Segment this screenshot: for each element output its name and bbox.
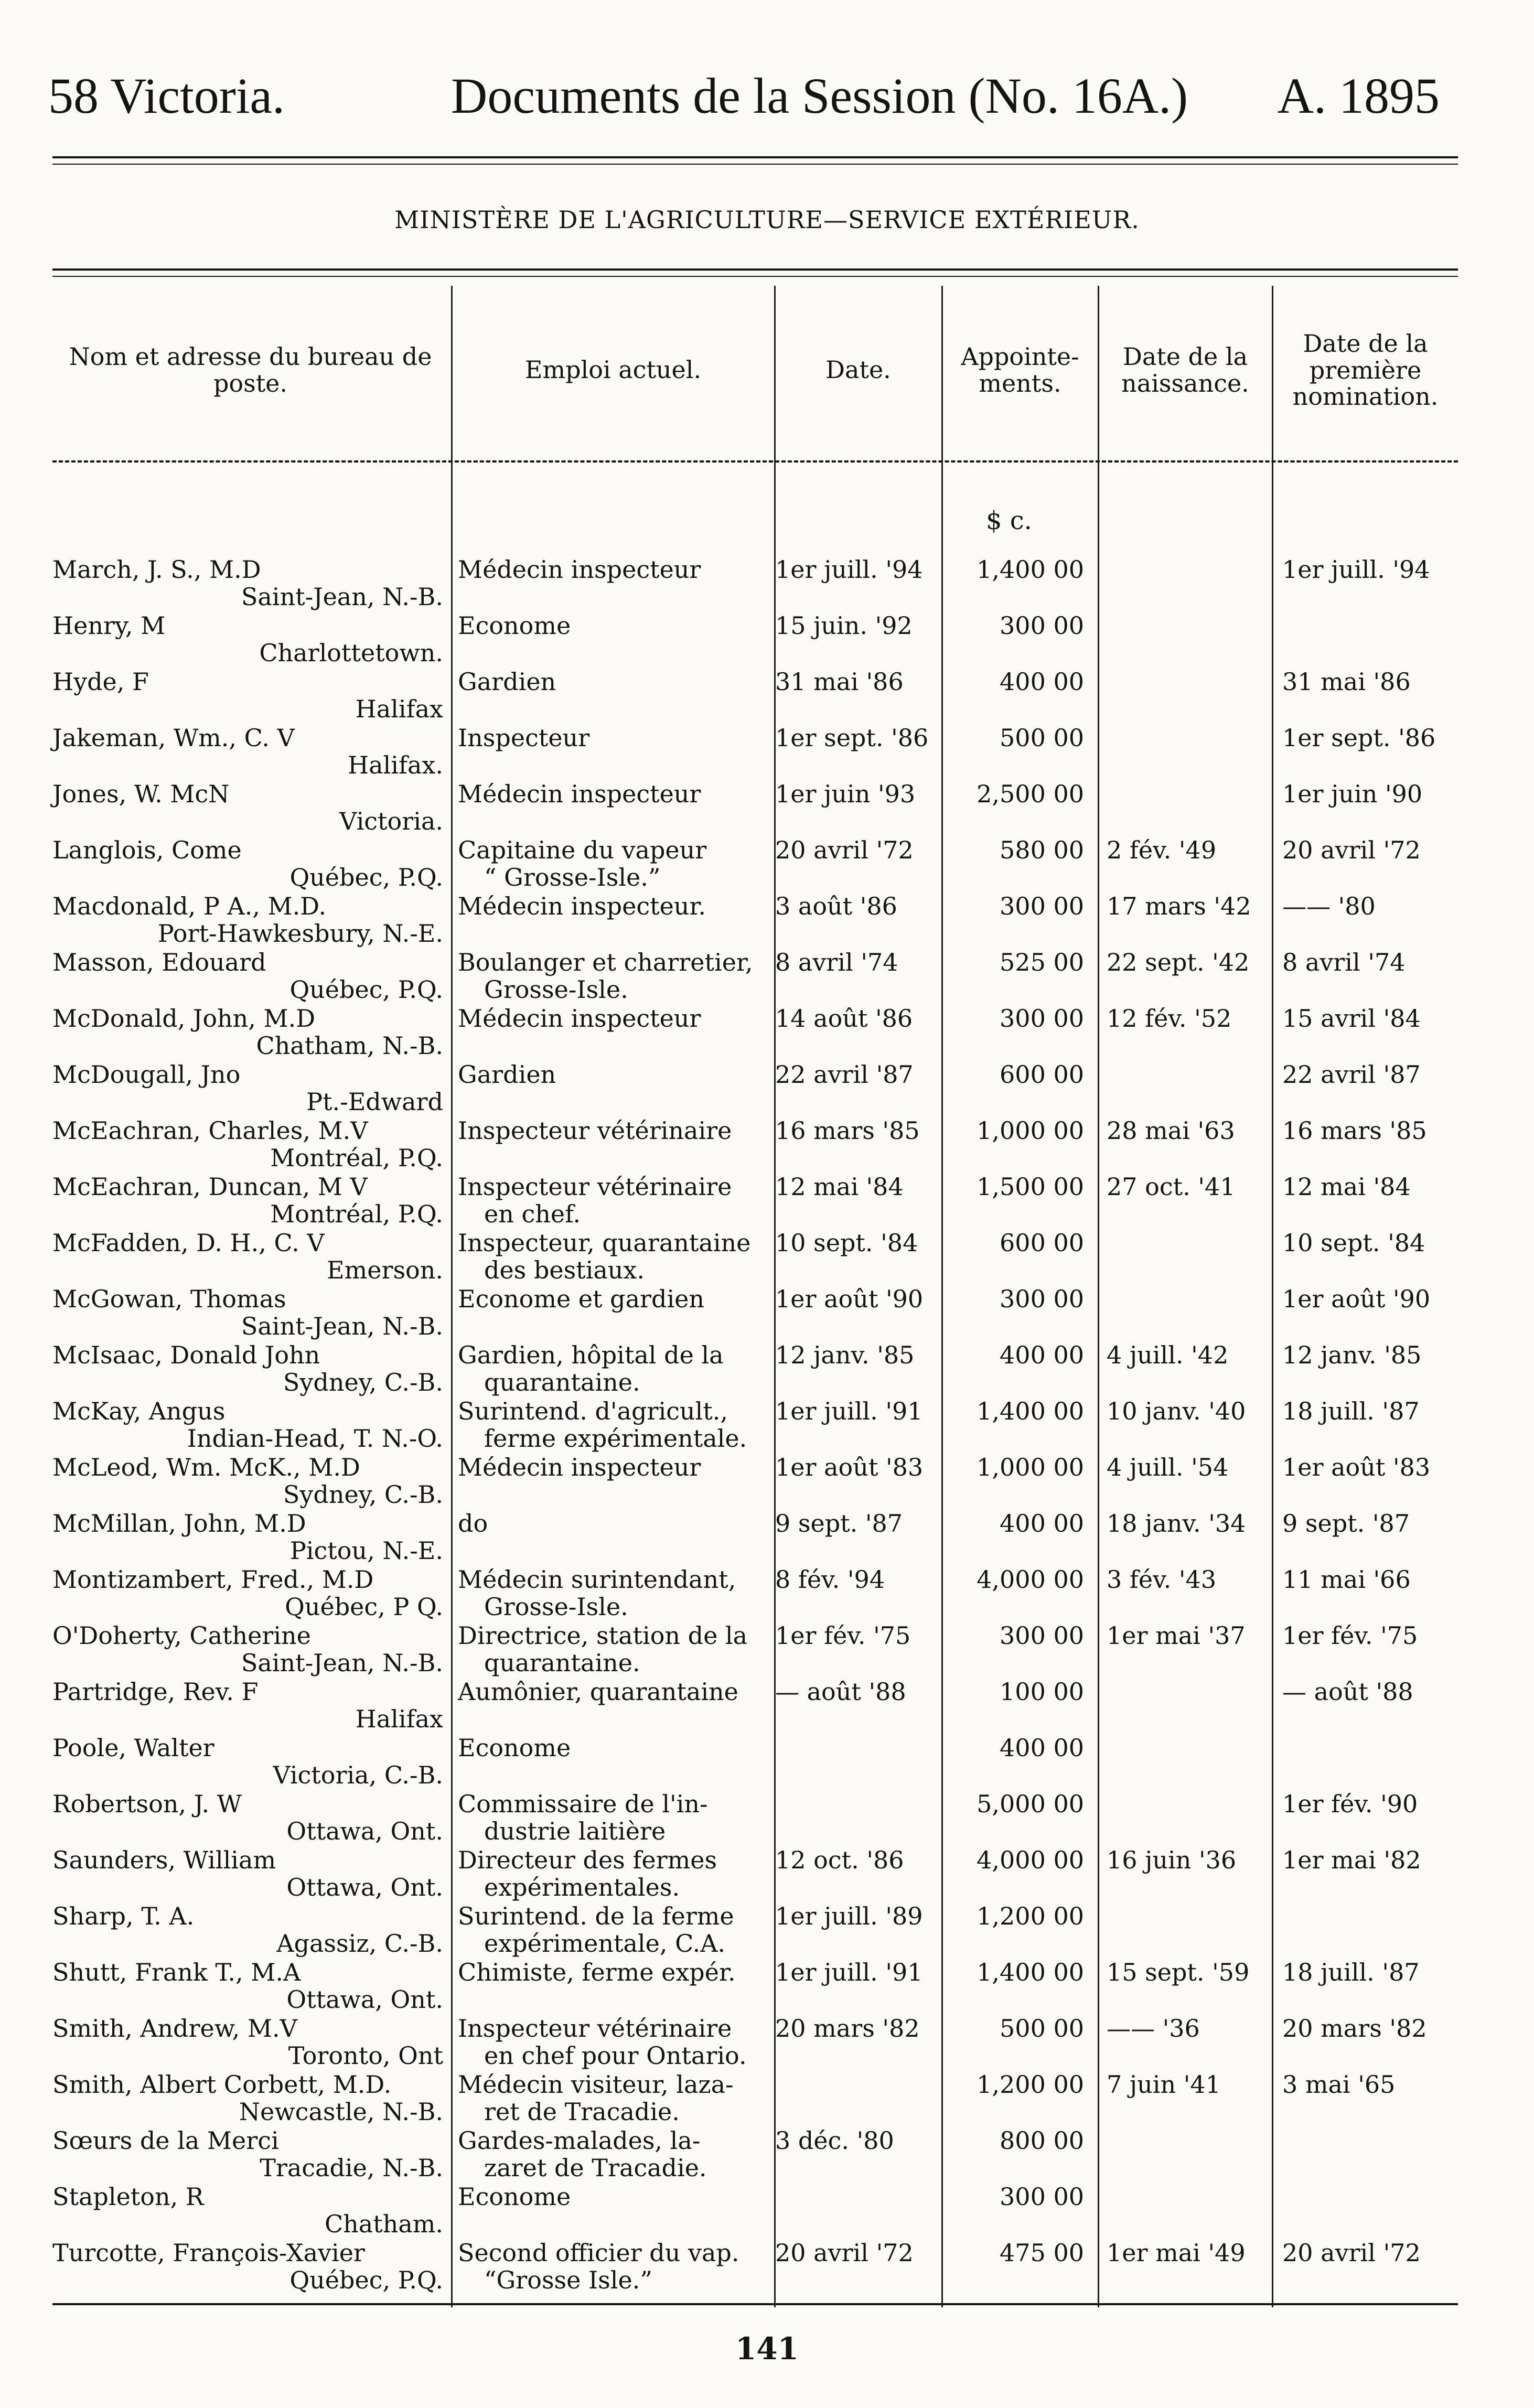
birth-date: 1er mai '49	[1107, 2239, 1246, 2267]
first-appointment-date: 9 sept. '87	[1282, 1509, 1410, 1538]
salary: 1,000 00	[977, 1116, 1084, 1145]
employee-name: Robertson, J. W	[52, 1790, 242, 1818]
salary: 800 00	[1000, 2126, 1084, 2155]
top-rule-thin	[52, 164, 1458, 165]
employee-name: O'Doherty, Catherine	[52, 1621, 311, 1650]
position-date: 1er juill. '91	[775, 1397, 923, 1425]
employee-name: March, J. S., M.D	[52, 555, 261, 584]
employee-position: Médecin visiteur, laza-	[458, 2070, 734, 2099]
employee-address: Pictou, N.-E.	[289, 1536, 443, 1565]
employee-position: Boulanger et charretier,	[458, 948, 753, 976]
employee-position: Surintend. de la ferme	[458, 1902, 734, 1930]
position-date: 1er juill. '91	[775, 1958, 923, 1986]
employee-position: Directrice, station de la	[458, 1621, 748, 1650]
employee-position: Inspecteur vétérinaire	[458, 1173, 732, 1201]
year-label: A. 1895	[1277, 68, 1440, 124]
birth-date: 27 oct. '41	[1107, 1173, 1236, 1201]
employee-position: Econome	[458, 1734, 571, 1762]
first-appointment-date: 11 mai '66	[1282, 1565, 1411, 1594]
employee-address: Québec, P Q.	[285, 1593, 443, 1621]
position-date: 31 mai '86	[775, 668, 904, 696]
position-date: 1er juill. '89	[775, 1902, 923, 1930]
employee-name: Hyde, F	[52, 668, 149, 696]
employee-name: McFadden, D. H., C. V	[52, 1229, 325, 1257]
employee-name: Jakeman, Wm., C. V	[52, 724, 295, 752]
first-appointment-date: —— '80	[1282, 892, 1376, 920]
salary: 4,000 00	[977, 1846, 1084, 1874]
employee-name: Henry, M	[52, 611, 166, 640]
employee-address: Montréal, P.Q.	[270, 1144, 443, 1172]
employee-position: Econome	[458, 2183, 571, 2211]
employee-position: Directeur des fermes	[458, 1846, 717, 1874]
employee-position: Gardien, hôpital de la	[458, 1341, 724, 1369]
salary: 5,000 00	[977, 1790, 1084, 1818]
position-date: 20 avril '72	[775, 2239, 914, 2267]
position-date: 22 avril '87	[775, 1060, 914, 1089]
salary: 600 00	[1000, 1229, 1084, 1257]
salary: 1,200 00	[977, 2070, 1084, 2099]
column-header-premiere-nomination: Date de la première nomination.	[1292, 329, 1439, 411]
birth-date: 18 janv. '34	[1107, 1509, 1246, 1538]
employee-address: Victoria, C.-B.	[273, 1761, 443, 1789]
table-top-rule	[52, 268, 1458, 271]
first-appointment-date: 1er fév. '90	[1282, 1790, 1418, 1818]
employee-name: McGowan, Thomas	[52, 1285, 286, 1313]
employee-address: Saint-Jean, N.-B.	[241, 583, 443, 611]
employee-address: Ottawa, Ont.	[286, 1985, 443, 2014]
employee-name: McMillan, John, M.D	[52, 1509, 306, 1538]
position-date: 8 avril '74	[775, 948, 898, 976]
position-date: 9 sept. '87	[775, 1509, 903, 1538]
salary: 1,400 00	[977, 1397, 1084, 1425]
position-date: 12 janv. '85	[775, 1341, 915, 1369]
employee-name: Montizambert, Fred., M.D	[52, 1565, 374, 1594]
position-date: 1er sept. '86	[775, 724, 929, 752]
birth-date: 2 fév. '49	[1107, 836, 1217, 864]
employee-position: Commissaire de l'in-	[458, 1790, 708, 1818]
session-volume: 58 Victoria.	[48, 68, 285, 124]
column-header-date: Date.	[825, 356, 891, 384]
employee-name: Turcotte, François-Xavier	[52, 2239, 365, 2267]
position-date: 12 mai '84	[775, 1173, 904, 1201]
table-bottom-rule	[52, 2303, 1458, 2305]
employee-address: Chatham.	[324, 2210, 443, 2238]
employee-position-continued: quarantaine.	[484, 1649, 640, 1677]
position-date: 20 avril '72	[775, 836, 914, 864]
employee-name: Saunders, William	[52, 1846, 276, 1874]
document-title: Documents de la Session (No. 16A.)	[451, 68, 1188, 124]
birth-date: 1er mai '37	[1107, 1621, 1246, 1650]
employee-position-continued: “ Grosse-Isle.”	[484, 863, 661, 891]
employee-position: Médecin inspecteur	[458, 1004, 701, 1033]
birth-date: 3 fév. '43	[1107, 1565, 1217, 1594]
employee-position-continued: ferme expérimentale.	[484, 1424, 747, 1453]
position-date: 20 mars '82	[775, 2014, 920, 2042]
employee-position: Inspecteur, quarantaine	[458, 1229, 751, 1257]
first-appointment-date: 1er sept. '86	[1282, 724, 1436, 752]
employee-address: Indian-Head, T. N.-O.	[187, 1424, 443, 1453]
salary: 1,400 00	[977, 1958, 1084, 1986]
first-appointment-date: 1er mai '82	[1282, 1846, 1421, 1874]
employee-position: Capitaine du vapeur	[458, 836, 707, 864]
employee-position-continued: en chef.	[484, 1200, 581, 1228]
employee-address: Charlottetown.	[259, 639, 443, 667]
birth-date: 16 juin '36	[1107, 1846, 1237, 1874]
employee-address: Pt.-Edward	[306, 1088, 443, 1116]
employee-name: Langlois, Come	[52, 836, 242, 864]
first-appointment-date: 1er fév. '75	[1282, 1621, 1418, 1650]
employee-address: Newcastle, N.-B.	[239, 2098, 443, 2126]
employee-address: Saint-Jean, N.-B.	[241, 1312, 443, 1340]
salary: 400 00	[1000, 1734, 1084, 1762]
ministry-title: MINISTÈRE DE L'AGRICULTURE—SERVICE EXTÉRIEUR.	[394, 206, 1140, 234]
position-date: 1er fév. '75	[775, 1621, 911, 1650]
employee-name: McDougall, Jno	[52, 1060, 241, 1089]
salary: 300 00	[1000, 1004, 1084, 1033]
employee-position-continued: Grosse-Isle.	[484, 975, 628, 1004]
birth-date: 22 sept. '42	[1107, 948, 1250, 976]
column-divider	[941, 286, 943, 2307]
birth-date: —— '36	[1107, 2014, 1200, 2042]
first-appointment-date: 10 sept. '84	[1282, 1229, 1425, 1257]
first-appointment-date: 18 juill. '87	[1282, 1958, 1420, 1986]
first-appointment-date: 1er juill. '94	[1282, 555, 1430, 584]
salary: 580 00	[1000, 836, 1084, 864]
column-divider	[451, 286, 453, 2307]
employee-position: Médecin inspecteur.	[458, 892, 706, 920]
employee-position: Econome et gardien	[458, 1285, 705, 1313]
first-appointment-date: 18 juill. '87	[1282, 1397, 1420, 1425]
employee-position: Médecin surintendant,	[458, 1565, 736, 1594]
employee-address: Halifax	[355, 1705, 443, 1733]
employee-name: McEachran, Charles, M.V	[52, 1116, 368, 1145]
first-appointment-date: 16 mars '85	[1282, 1116, 1427, 1145]
employee-position-continued: expérimentales.	[484, 1873, 680, 1901]
employee-position: do	[458, 1509, 488, 1538]
salary: 400 00	[1000, 1509, 1084, 1538]
employee-address: Toronto, Ont	[288, 2041, 443, 2070]
employee-address: Halifax	[355, 695, 443, 723]
employee-position: Médecin inspecteur	[458, 1453, 701, 1481]
column-header-naissance: Date de la naissance.	[1121, 342, 1249, 397]
employee-name: Shutt, Frank T., M.A	[52, 1958, 301, 1986]
salary: 400 00	[1000, 1341, 1084, 1369]
employee-position-continued: ret de Tracadie.	[484, 2098, 680, 2126]
employee-position: Surintend. d'agricult.,	[458, 1397, 728, 1425]
employee-address: Chatham, N.-B.	[256, 1031, 443, 1060]
employee-address: Sydney, C.-B.	[283, 1480, 443, 1509]
position-date: 14 août '86	[775, 1004, 913, 1033]
employee-position-continued: expérimentale, C.A.	[484, 1929, 726, 1958]
column-divider	[1098, 286, 1099, 2307]
employee-position-continued: quarantaine.	[484, 1368, 640, 1396]
employee-name: Partridge, Rev. F	[52, 1678, 259, 1706]
page-number: 141	[735, 2331, 799, 2367]
top-rule	[52, 156, 1458, 158]
birth-date: 12 fév. '52	[1107, 1004, 1232, 1033]
header-dashed-rule	[52, 460, 1458, 463]
employee-position: Inspecteur vétérinaire	[458, 1116, 732, 1145]
salary: 500 00	[1000, 2014, 1084, 2042]
position-date: 15 juin. '92	[775, 611, 913, 640]
first-appointment-date: 20 mars '82	[1282, 2014, 1427, 2042]
salary: 300 00	[1000, 611, 1084, 640]
employee-address: Halifax.	[348, 751, 443, 779]
salary: 500 00	[1000, 724, 1084, 752]
employee-position: Inspecteur	[458, 724, 590, 752]
employee-address: Tracadie, N.-B.	[260, 2154, 443, 2182]
employee-position-continued: “Grosse Isle.”	[484, 2266, 652, 2294]
employee-name: Sharp, T. A.	[52, 1902, 195, 1930]
employee-name: Masson, Edouard	[52, 948, 266, 976]
position-date: 8 fév. '94	[775, 1565, 885, 1594]
first-appointment-date: 22 avril '87	[1282, 1060, 1421, 1089]
employee-position-continued: dustrie laitière	[484, 1817, 666, 1845]
employee-position: Gardien	[458, 1060, 556, 1089]
first-appointment-date: 12 mai '84	[1282, 1173, 1411, 1201]
first-appointment-date: 31 mai '86	[1282, 668, 1411, 696]
birth-date: 15 sept. '59	[1107, 1958, 1250, 1986]
employee-address: Montréal, P.Q.	[270, 1200, 443, 1228]
employee-position: Second officier du vap.	[458, 2239, 739, 2267]
birth-date: 7 juin '41	[1107, 2070, 1221, 2099]
employee-position: Gardes-malades, la-	[458, 2126, 701, 2155]
position-date: 1er août '90	[775, 1285, 924, 1313]
employee-position: Médecin inspecteur	[458, 780, 701, 808]
salary: 4,000 00	[977, 1565, 1084, 1594]
first-appointment-date: 1er août '90	[1282, 1285, 1431, 1313]
position-date: 1er août '83	[775, 1453, 924, 1481]
column-divider	[1272, 286, 1273, 2307]
first-appointment-date: 15 avril '84	[1282, 1004, 1421, 1033]
employee-position: Aumônier, quarantaine	[458, 1678, 738, 1706]
position-date: 1er juin '93	[775, 780, 916, 808]
position-date: 10 sept. '84	[775, 1229, 918, 1257]
currency-label: $ c.	[986, 506, 1032, 535]
position-date: 3 août '86	[775, 892, 897, 920]
salary: 300 00	[1000, 1621, 1084, 1650]
employee-address: Ottawa, Ont.	[286, 1817, 443, 1845]
first-appointment-date: 8 avril '74	[1282, 948, 1406, 976]
salary: 2,500 00	[977, 780, 1084, 808]
salary: 600 00	[1000, 1060, 1084, 1089]
employee-position-continued: Grosse-Isle.	[484, 1593, 628, 1621]
first-appointment-date: 1er août '83	[1282, 1453, 1431, 1481]
table-top-rule-thin	[52, 276, 1458, 277]
first-appointment-date: 1er juin '90	[1282, 780, 1423, 808]
column-header-appointements: Appointe-ments.	[961, 342, 1079, 397]
salary: 1,200 00	[977, 1902, 1084, 1930]
employee-address: Québec, P.Q.	[289, 975, 443, 1004]
employee-name: Poole, Walter	[52, 1734, 214, 1762]
employee-position: Médecin inspecteur	[458, 555, 701, 584]
employee-name: McIsaac, Donald John	[52, 1341, 320, 1369]
position-date: 1er juill. '94	[775, 555, 923, 584]
employee-name: Smith, Andrew, M.V	[52, 2014, 297, 2042]
employee-address: Ottawa, Ont.	[286, 1873, 443, 1901]
column-header-emploi: Emploi actuel.	[524, 356, 702, 384]
salary: 100 00	[1000, 1678, 1084, 1706]
employee-address: Emerson.	[327, 1256, 443, 1284]
employee-position-continued: zaret de Tracadie.	[484, 2154, 707, 2182]
employee-position-continued: des bestiaux.	[484, 1256, 645, 1284]
salary: 300 00	[1000, 1285, 1084, 1313]
salary: 300 00	[1000, 2183, 1084, 2211]
position-date: — août '88	[775, 1678, 906, 1706]
first-appointment-date: 12 janv. '85	[1282, 1341, 1422, 1369]
employee-name: Macdonald, P A., M.D.	[52, 892, 327, 920]
employee-name: McEachran, Duncan, M V	[52, 1173, 368, 1201]
employee-position: Inspecteur vétérinaire	[458, 2014, 732, 2042]
column-header-name: Nom et adresse du bureau de poste.	[69, 342, 432, 397]
birth-date: 10 janv. '40	[1107, 1397, 1246, 1425]
employee-position: Gardien	[458, 668, 556, 696]
employee-position: Chimiste, ferme expér.	[458, 1958, 736, 1986]
salary: 1,500 00	[977, 1173, 1084, 1201]
birth-date: 4 juill. '54	[1107, 1453, 1229, 1481]
first-appointment-date: 3 mai '65	[1282, 2070, 1396, 2099]
employee-address: Victoria.	[339, 807, 443, 835]
salary: 400 00	[1000, 668, 1084, 696]
salary: 475 00	[1000, 2239, 1084, 2267]
position-date: 12 oct. '86	[775, 1846, 904, 1874]
first-appointment-date: — août '88	[1282, 1678, 1413, 1706]
employee-position: Econome	[458, 611, 571, 640]
employee-address: Québec, P.Q.	[289, 2266, 443, 2294]
employee-name: Smith, Albert Corbett, M.D.	[52, 2070, 392, 2099]
employee-name: McDonald, John, M.D	[52, 1004, 316, 1033]
salary: 1,400 00	[977, 555, 1084, 584]
salary: 300 00	[1000, 892, 1084, 920]
employee-name: McLeod, Wm. McK., M.D	[52, 1453, 360, 1481]
employee-name: McKay, Angus	[52, 1397, 226, 1425]
first-appointment-date: 20 avril '72	[1282, 2239, 1421, 2267]
employee-address: Agassiz, C.-B.	[276, 1929, 443, 1958]
employee-name: Sœurs de la Merci	[52, 2126, 279, 2155]
birth-date: 4 juill. '42	[1107, 1341, 1229, 1369]
employee-name: Jones, W. McN	[52, 780, 230, 808]
position-date: 3 déc. '80	[775, 2126, 894, 2155]
position-date: 16 mars '85	[775, 1116, 920, 1145]
employee-address: Québec, P.Q.	[289, 863, 443, 891]
employee-address: Sydney, C.-B.	[283, 1368, 443, 1396]
salary: 1,000 00	[977, 1453, 1084, 1481]
salary: 525 00	[1000, 948, 1084, 976]
employee-address: Port-Hawkesbury, N.-E.	[157, 919, 443, 948]
employee-address: Saint-Jean, N.-B.	[241, 1649, 443, 1677]
first-appointment-date: 20 avril '72	[1282, 836, 1421, 864]
birth-date: 28 mai '63	[1107, 1116, 1235, 1145]
employee-position-continued: en chef pour Ontario.	[484, 2041, 747, 2070]
birth-date: 17 mars '42	[1107, 892, 1251, 920]
employee-name: Stapleton, R	[52, 2183, 204, 2211]
